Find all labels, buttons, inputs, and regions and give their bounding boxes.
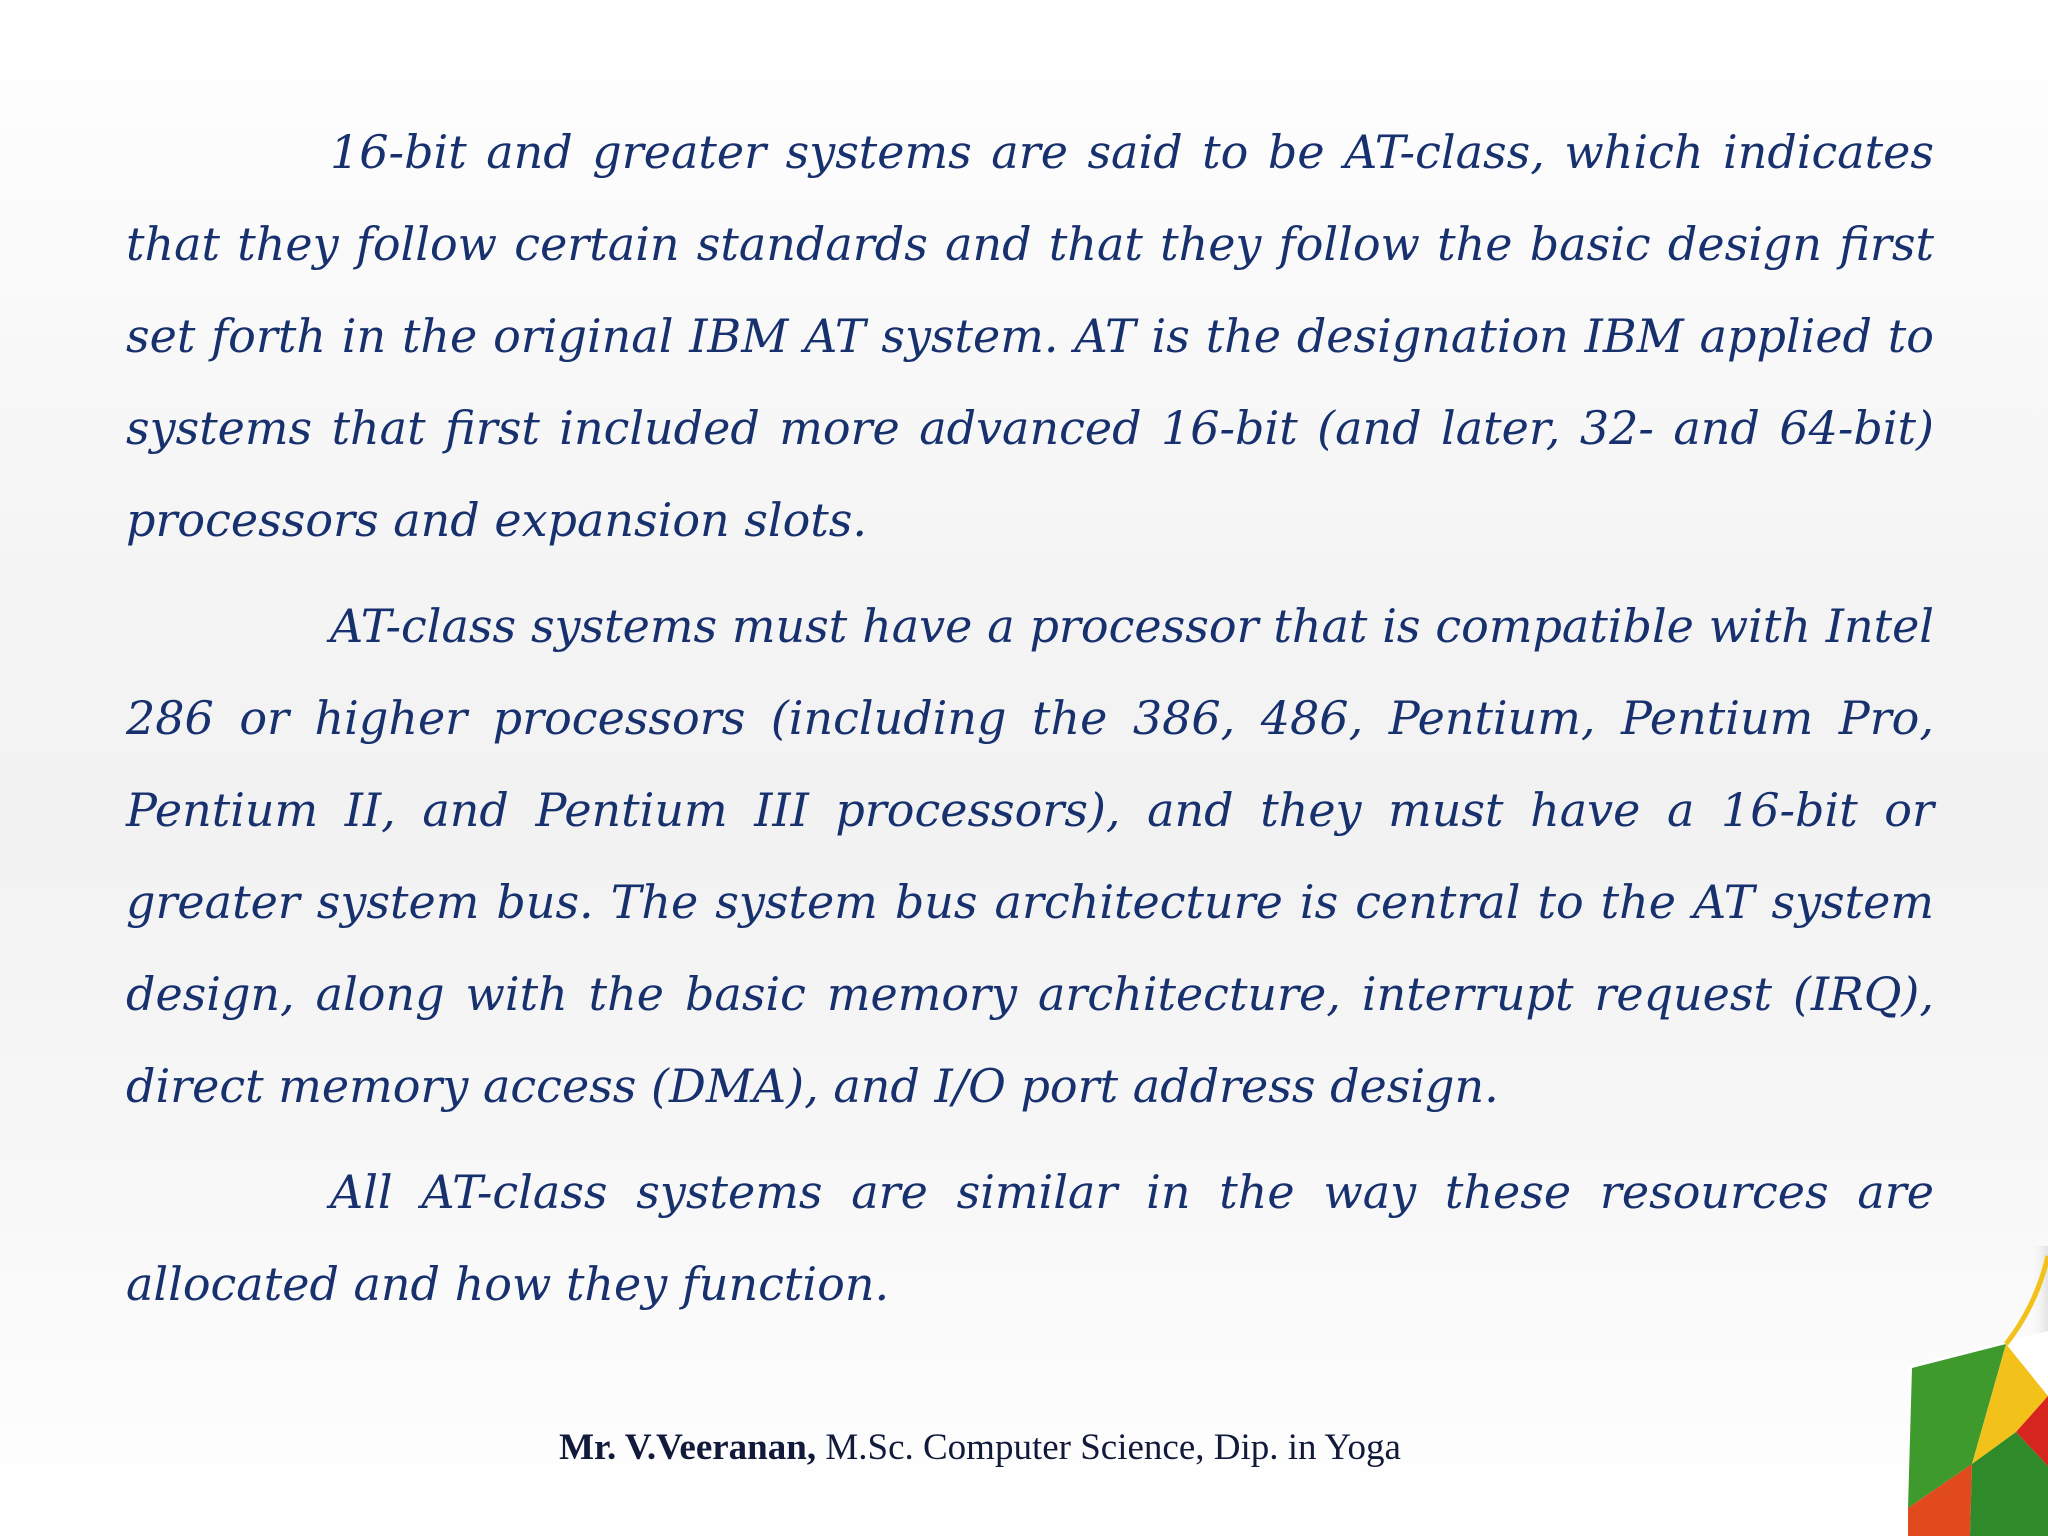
author-credentials: M.Sc. Computer Science, Dip. in Yoga [816,1427,1401,1468]
paragraph-processor-requirements: AT-class systems must have a processor that is compatible with Intel 286 or higher processors (including the 386, 486, Pentium, Pentium Pro, Pentium II, and Pentium III processors), and they must have a 16-bit or greater system bus. The system bus architecture is central to the AT system design, along with the basic memory architecture, interrupt request (IRQ), direct memory access (DMA), and I/O port address design. [126,599,1934,1113]
paragraph-resource-similarity: All AT-class systems are similar in the way these resources are allocated and how they function. [126,1165,1934,1311]
page-curl-icon [1908,1246,2048,1536]
body-text [126,106,1934,1330]
paragraph-at-class-definition: 16-bit and greater systems are said to be AT-class, which indicates that they follow certain standards and that they follow the basic design first set forth in the original IBM AT system. AT is the designation IBM applied to systems that first included more advanced 16-bit (and later, 32- and 64-bit) processors and expansion slots. [126,125,1934,547]
footer-credit [0,1418,1960,1478]
author-name: Mr. V.Veeranan, [559,1427,817,1468]
